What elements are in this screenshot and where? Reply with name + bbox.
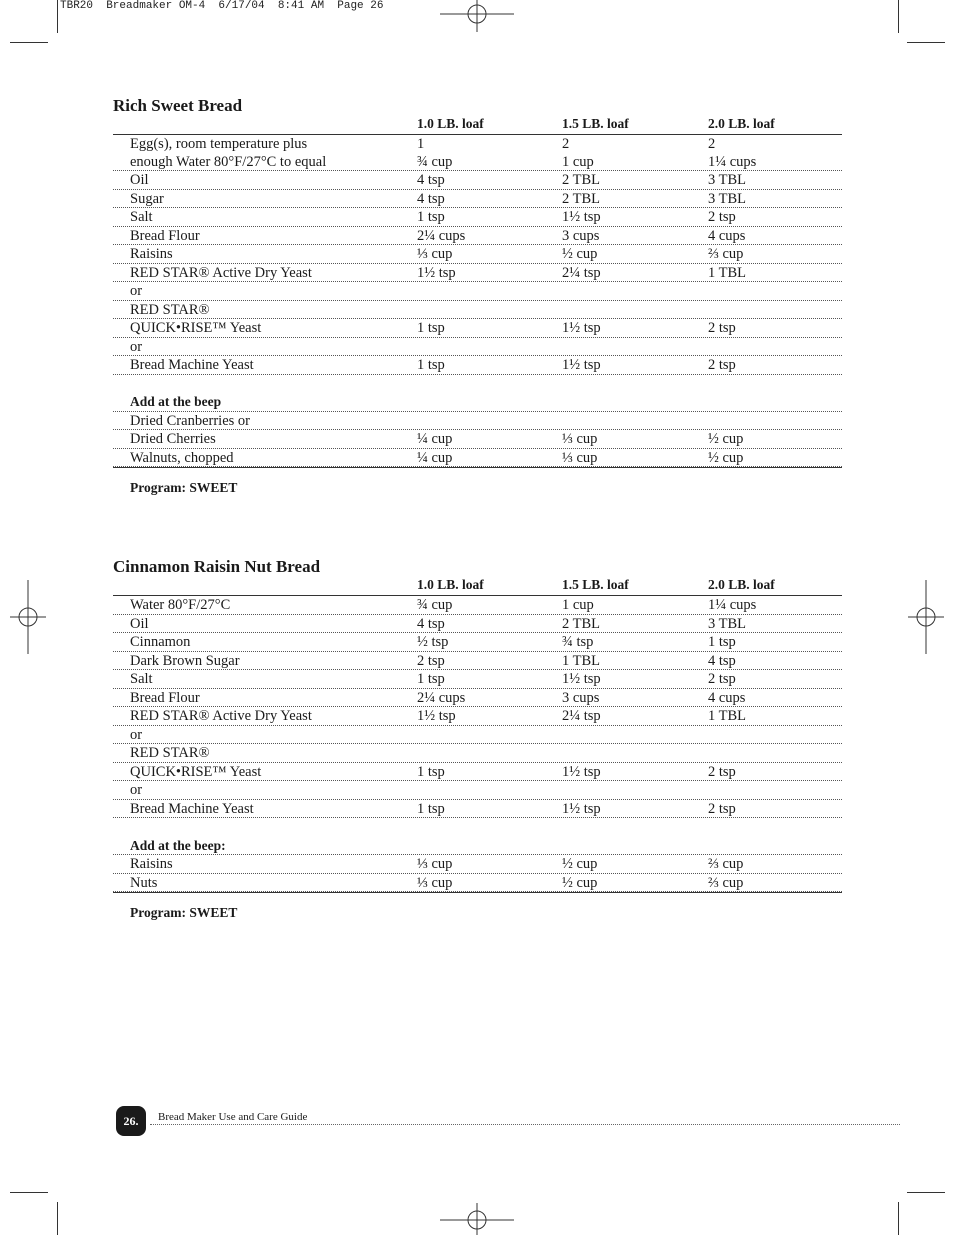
amount-2lb: 2 tsp bbox=[708, 763, 736, 780]
amount-1lb: ⅓ cup bbox=[417, 874, 453, 891]
amount-2lb: 4 cups bbox=[708, 689, 746, 706]
ingredient-row bbox=[113, 338, 842, 357]
ingredient-row bbox=[113, 264, 842, 283]
amount-1lb: ¼ cup bbox=[417, 449, 453, 466]
amount-2lb: 1 TBL bbox=[708, 264, 746, 281]
ingredient-row bbox=[113, 633, 842, 652]
amount-2lb: 1 tsp bbox=[708, 634, 736, 650]
amount-1lb: ⅓ cup bbox=[417, 246, 453, 262]
ingredient-row bbox=[113, 171, 842, 190]
ingredient-row bbox=[113, 707, 842, 726]
amount-1lb: 2¼ cups bbox=[417, 689, 466, 706]
recipe-cinnamon-raisin-nut-bread bbox=[113, 557, 842, 921]
ingredient-row bbox=[113, 763, 842, 782]
amount-1lb: 1 tsp bbox=[417, 671, 445, 687]
ingredient-row bbox=[113, 744, 842, 763]
ingredient-row bbox=[113, 227, 842, 246]
amount-1-5lb: 2¼ tsp bbox=[562, 264, 601, 281]
amount-1lb: 1½ tsp bbox=[417, 264, 456, 281]
table-end-rule bbox=[113, 892, 842, 893]
amount-1-5lb: 2 bbox=[562, 136, 570, 152]
amount-1lb: 1 tsp bbox=[417, 357, 445, 373]
amount-1-5lb: 2 TBL bbox=[562, 172, 600, 188]
amount-1-5lb: ½ cup bbox=[562, 246, 598, 262]
amount-1-5lb: ½ cup bbox=[562, 856, 598, 872]
amount-1lb: ⅓ cup bbox=[417, 856, 453, 872]
amount-1-5lb: 1½ tsp bbox=[562, 800, 601, 817]
ingredient-name: Egg(s), room temperature plus bbox=[130, 136, 308, 152]
amount-1-5lb: 1½ tsp bbox=[562, 320, 601, 336]
ingredient-name: RED STAR® Active Dry Yeast bbox=[130, 264, 312, 281]
footer-guide-title: Bread Maker Use and Care Guide bbox=[158, 1111, 308, 1123]
amount-1lb: 2¼ cups bbox=[417, 227, 466, 244]
amount-2lb: ½ cup bbox=[708, 449, 744, 466]
registration-mark-left bbox=[8, 580, 48, 654]
ingredient-name: RED STAR® Active Dry Yeast bbox=[130, 708, 312, 724]
ingredient-name: Dried Cranberries or bbox=[130, 412, 250, 429]
ingredient-name: Bread Flour bbox=[130, 689, 200, 706]
column-header-row bbox=[113, 116, 842, 135]
column-header-1lb: 1.0 LB. loaf bbox=[417, 116, 484, 131]
amount-1lb: 1 tsp bbox=[417, 800, 445, 817]
ingredient-row bbox=[113, 781, 842, 800]
ingredient-name: Salt bbox=[130, 671, 153, 687]
ingredient-row bbox=[113, 800, 842, 819]
ingredient-name: Bread Flour bbox=[130, 227, 200, 244]
ingredient-name: RED STAR® bbox=[130, 745, 210, 761]
amount-2lb: ⅔ cup bbox=[708, 856, 744, 872]
amount-2lb: ⅔ cup bbox=[708, 246, 744, 262]
ingredient-name: RED STAR® bbox=[130, 301, 210, 318]
ingredient-row bbox=[113, 282, 842, 301]
ingredient-name: Bread Machine Yeast bbox=[130, 357, 254, 373]
column-header-1-5lb: 1.5 LB. loaf bbox=[562, 577, 629, 592]
amount-2lb: 4 cups bbox=[708, 227, 746, 244]
amount-2lb: 2 bbox=[708, 136, 716, 152]
amount-1lb: 1 tsp bbox=[417, 209, 445, 225]
ingredient-name: Oil bbox=[130, 172, 149, 188]
ingredient-row bbox=[113, 449, 842, 468]
amount-1lb: 1½ tsp bbox=[417, 708, 456, 724]
ingredient-name: or bbox=[130, 782, 143, 798]
ingredient-name: Sugar bbox=[130, 190, 164, 207]
registration-mark-right bbox=[906, 580, 946, 654]
ingredient-name: Raisins bbox=[130, 246, 173, 262]
amount-1-5lb: 2 TBL bbox=[562, 190, 600, 207]
ingredient-row bbox=[113, 135, 842, 153]
ingredient-row bbox=[113, 319, 842, 338]
ingredient-rows bbox=[113, 135, 842, 467]
amount-1lb: 4 tsp bbox=[417, 615, 445, 632]
amount-1-5lb: 1 cup bbox=[562, 153, 594, 170]
ingredient-row bbox=[113, 208, 842, 227]
amount-1lb: ¾ cup bbox=[417, 153, 453, 170]
ingredient-row bbox=[113, 356, 842, 375]
ingredient-name: Bread Machine Yeast bbox=[130, 800, 254, 817]
amount-1-5lb: 1½ tsp bbox=[562, 671, 601, 687]
amount-2lb: ½ cup bbox=[708, 431, 744, 447]
ingredient-name: Salt bbox=[130, 209, 153, 225]
amount-1-5lb: ⅓ cup bbox=[562, 431, 598, 447]
amount-1lb: 4 tsp bbox=[417, 172, 445, 188]
ingredient-name: Raisins bbox=[130, 856, 173, 872]
ingredient-row bbox=[113, 301, 842, 320]
amount-2lb: 2 tsp bbox=[708, 209, 736, 225]
ingredient-row bbox=[113, 689, 842, 708]
ingredient-row bbox=[113, 190, 842, 209]
footer-rule bbox=[150, 1124, 900, 1125]
recipe-title: Rich Sweet Bread bbox=[113, 96, 243, 115]
ingredient-row bbox=[113, 726, 842, 745]
ingredient-name: or bbox=[130, 338, 143, 355]
add-at-beep-heading bbox=[113, 837, 842, 856]
recipe-title: Cinnamon Raisin Nut Bread bbox=[113, 557, 321, 576]
page-number-badge: 26. bbox=[116, 1106, 146, 1136]
registration-mark-top bbox=[437, 0, 517, 32]
ingredient-name: QUICK•RISE™ Yeast bbox=[130, 763, 262, 780]
ingredient-name: Add at the beep bbox=[130, 394, 222, 409]
amount-1lb: ¼ cup bbox=[417, 431, 453, 447]
ingredient-row bbox=[113, 430, 842, 449]
amount-1lb: ¾ cup bbox=[417, 597, 453, 613]
ingredient-row bbox=[113, 874, 842, 893]
ingredient-row bbox=[113, 245, 842, 264]
amount-2lb: 4 tsp bbox=[708, 652, 736, 669]
amount-2lb: 1 TBL bbox=[708, 708, 746, 724]
recipe-rich-sweet-bread bbox=[113, 96, 842, 496]
amount-2lb: 1¼ cups bbox=[708, 597, 757, 613]
column-header-1-5lb: 1.5 LB. loaf bbox=[562, 116, 629, 131]
amount-1lb: 1 tsp bbox=[417, 320, 445, 336]
ingredient-rows bbox=[113, 596, 842, 892]
amount-2lb: 2 tsp bbox=[708, 357, 736, 373]
spacer-row bbox=[113, 375, 842, 394]
amount-2lb: 2 tsp bbox=[708, 800, 736, 817]
ingredient-name: enough Water 80°F/27°C to equal bbox=[130, 153, 327, 170]
amount-1lb: 4 tsp bbox=[417, 190, 445, 207]
ingredient-name: Walnuts, chopped bbox=[130, 449, 234, 466]
ingredient-row bbox=[113, 855, 842, 874]
amount-1lb: 2 tsp bbox=[417, 652, 445, 669]
ingredient-name: QUICK•RISE™ Yeast bbox=[130, 320, 262, 336]
ingredient-row bbox=[113, 652, 842, 671]
amount-2lb: 2 tsp bbox=[708, 671, 736, 687]
spacer-row bbox=[113, 818, 842, 837]
column-header-2lb: 2.0 LB. loaf bbox=[708, 577, 775, 592]
amount-1-5lb: ½ cup bbox=[562, 874, 598, 891]
amount-1-5lb: 1 cup bbox=[562, 597, 594, 613]
ingredient-name: Add at the beep: bbox=[130, 837, 226, 853]
amount-2lb: 1¼ cups bbox=[708, 153, 757, 170]
amount-1-5lb: 1½ tsp bbox=[562, 763, 601, 780]
ingredient-name: Water 80°F/27°C bbox=[130, 597, 231, 613]
table-end-rule bbox=[113, 467, 842, 468]
ingredient-name: Cinnamon bbox=[130, 634, 191, 650]
ingredient-row bbox=[113, 670, 842, 689]
ingredient-row bbox=[113, 596, 842, 615]
add-at-beep-heading bbox=[113, 393, 842, 412]
amount-1-5lb: ¾ tsp bbox=[562, 634, 594, 650]
ingredient-row bbox=[113, 615, 842, 634]
amount-1lb: ½ tsp bbox=[417, 634, 449, 650]
amount-1-5lb: 1 TBL bbox=[562, 652, 600, 669]
ingredient-row bbox=[113, 412, 842, 431]
column-header-2lb: 2.0 LB. loaf bbox=[708, 116, 775, 131]
amount-1-5lb: 3 cups bbox=[562, 227, 600, 244]
ingredient-name: or bbox=[130, 726, 143, 743]
amount-2lb: 3 TBL bbox=[708, 615, 746, 632]
ingredient-name: Dried Cherries bbox=[130, 431, 216, 447]
amount-1-5lb: 3 cups bbox=[562, 689, 600, 706]
amount-2lb: 3 TBL bbox=[708, 190, 746, 207]
column-header-row bbox=[113, 577, 842, 596]
amount-1lb: 1 tsp bbox=[417, 763, 445, 780]
amount-1-5lb: 2¼ tsp bbox=[562, 708, 601, 724]
ingredient-name: Nuts bbox=[130, 874, 158, 891]
ingredient-name: Dark Brown Sugar bbox=[130, 652, 240, 669]
ingredient-name: Oil bbox=[130, 615, 149, 632]
program-label: Program: SWEET bbox=[130, 905, 238, 920]
amount-2lb: 3 TBL bbox=[708, 172, 746, 188]
registration-mark-bottom bbox=[437, 1203, 517, 1235]
amount-1lb: 1 bbox=[417, 136, 425, 152]
column-header-1lb: 1.0 LB. loaf bbox=[417, 577, 484, 592]
print-slug-line: TBR20 Breadmaker OM-4 6/17/04 8:41 AM Page 26 bbox=[60, 0, 384, 12]
ingredient-row bbox=[113, 153, 842, 172]
amount-2lb: ⅔ cup bbox=[708, 874, 744, 891]
amount-1-5lb: 1½ tsp bbox=[562, 357, 601, 373]
amount-1-5lb: ⅓ cup bbox=[562, 449, 598, 466]
amount-1-5lb: 1½ tsp bbox=[562, 209, 601, 225]
ingredient-name: or bbox=[130, 283, 143, 299]
program-label: Program: SWEET bbox=[130, 480, 238, 495]
amount-2lb: 2 tsp bbox=[708, 320, 736, 336]
amount-1-5lb: 2 TBL bbox=[562, 615, 600, 632]
